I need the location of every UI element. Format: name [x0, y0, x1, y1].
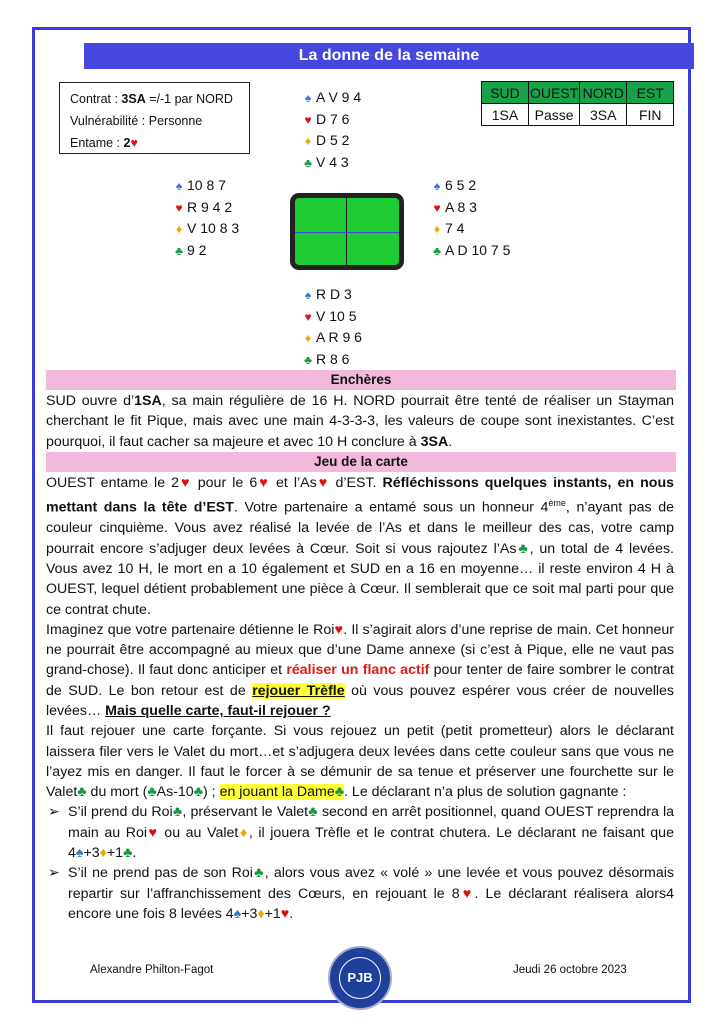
diamond-icon: ♦: [175, 222, 183, 236]
page-title: La donne de la semaine: [84, 43, 694, 69]
heart-icon: ♥: [175, 200, 183, 215]
card-table: [290, 193, 404, 270]
club-logo: PJB: [328, 946, 392, 1010]
diamond-icon: ♦: [304, 331, 312, 345]
heart-icon: ♥: [304, 112, 312, 127]
diamond-icon: ♦: [304, 134, 312, 148]
spade-icon: ♠: [175, 179, 183, 193]
heart-icon: ♥: [130, 136, 138, 150]
club-icon: ♣: [304, 155, 312, 170]
author: Alexandre Philton-Fagot: [90, 964, 214, 976]
club-icon: ♣: [175, 243, 183, 258]
south-hand: ♠ R D 3 ♥ V 10 5 ♦ A R 9 6 ♣ R 8 6: [300, 284, 362, 370]
spade-icon: ♠: [433, 179, 441, 193]
diamond-icon: ♦: [433, 222, 441, 236]
heart-icon: ♥: [433, 200, 441, 215]
date: Jeudi 26 octobre 2023: [513, 964, 627, 976]
north-hand: ♠ A V 9 4 ♥ D 7 6 ♦ D 5 2 ♣ V 4 3: [300, 87, 361, 173]
club-icon: ♣: [433, 243, 441, 258]
west-hand: ♠ 10 8 7 ♥ R 9 4 2 ♦ V 10 8 3 ♣ 9 2: [171, 175, 239, 261]
auction-text: SUD ouvre d’1SA, sa main régulière de 16 H. NORD pourrait être tenté de réaliser un Stayman cherchant le fit Pique, mais avec une main 4-3-3-3, les valeurs de coupe sont inexistantes. C’est pourquoi, il faut cacher sa majeure et avec 10 H conclure à 3SA.: [46, 393, 674, 450]
spade-icon: ♠: [304, 288, 312, 302]
section-auction: Enchères: [46, 370, 676, 390]
heart-icon: ♥: [304, 309, 312, 324]
east-hand: ♠ 6 5 2 ♥ A 8 3 ♦ 7 4 ♣ A D 10 7 5: [429, 175, 510, 261]
play-text: OUEST entame le 2♥ pour le 6♥ et l’As♥ d’EST. Réfléchissons quelques instants, en nous mettant dans la tête d’EST. Votre partenaire a entamé sous un honneur 4ème, n’ayant pas de couleur cinquième. Vous avez réalisé la levée de l’As et dans le meilleur des cas, votre camp pourrait encore s’adjuger deux levées à Cœur. Soit si vous rajoutez l’As♣, un total de 4 levées. Vous avez 10 H, le mort en a 10 également et SUD en a 16 en moyenne… il reste environ 4 H à OUEST, lequel détient probablement une pièce à Cœur. Il semblerait que ce soit mal parti pour que ce contrat chute. Imaginez que votre partenaire détienne le Roi♥. Il s’agirait alors d’une reprise de main. Cet honneur ne pourrait être accompagné au mieux que d’une Dame annexe (si c’est à Pique, elle ne vaut pas grand-chose). Il faut donc anticiper et réaliser un flanc actif pour tenter de faire sombrer le contrat de SUD. Le bon retour est de rejouer Trèfle où vous pouvez espérer vous créer de nouvelles levées… Mais quelle carte, faut-il rejouer ? Il faut rejouer une carte forçante. Si vous rejouez un petit (petit prometteur) alors le déclarant laissera filer vers le Valet du mort…et s’adjugera deux levées dans cette couleur sans que vous ne l’ayez mis en danger. Il faut le forcer à se démunir de sa tenue et préserver une fourchette sur le Valet♣ du mort (♣As-10♣) ; en jouant la Dame♣. Le déclarant n’a plus de solution gagnante : ➢ S’il prend du Roi♣, préservant le Valet♣ second en arrêt positionnel, quand OUEST reprendra la main au Roi♥ ou au Valet♦, il jouera Trèfle et le contrat chutera. Le déclarant ne faisant que 4♠+3♦+1♣. ➢ S’il ne prend pas de son Roi♣, alors vous avez « volé » une levée et vous pouvez désormais repartir sur l’affranchissement des Cœurs, en rejouant le 8♥. Le déclarant réalisera alors4 encore une fois 8 levées 4♠+3♦+1♥.: [46, 475, 675, 922]
contract-box: Contrat : 3SA =/-1 par NORD Vulnérabilité : Personne Entame : 2♥: [59, 82, 250, 154]
bidding-table: SUD OUEST NORD EST 1SA Passe 3SA FIN: [481, 81, 674, 126]
club-icon: ♣: [304, 352, 312, 367]
section-play: Jeu de la carte: [46, 452, 676, 472]
spade-icon: ♠: [304, 91, 312, 105]
